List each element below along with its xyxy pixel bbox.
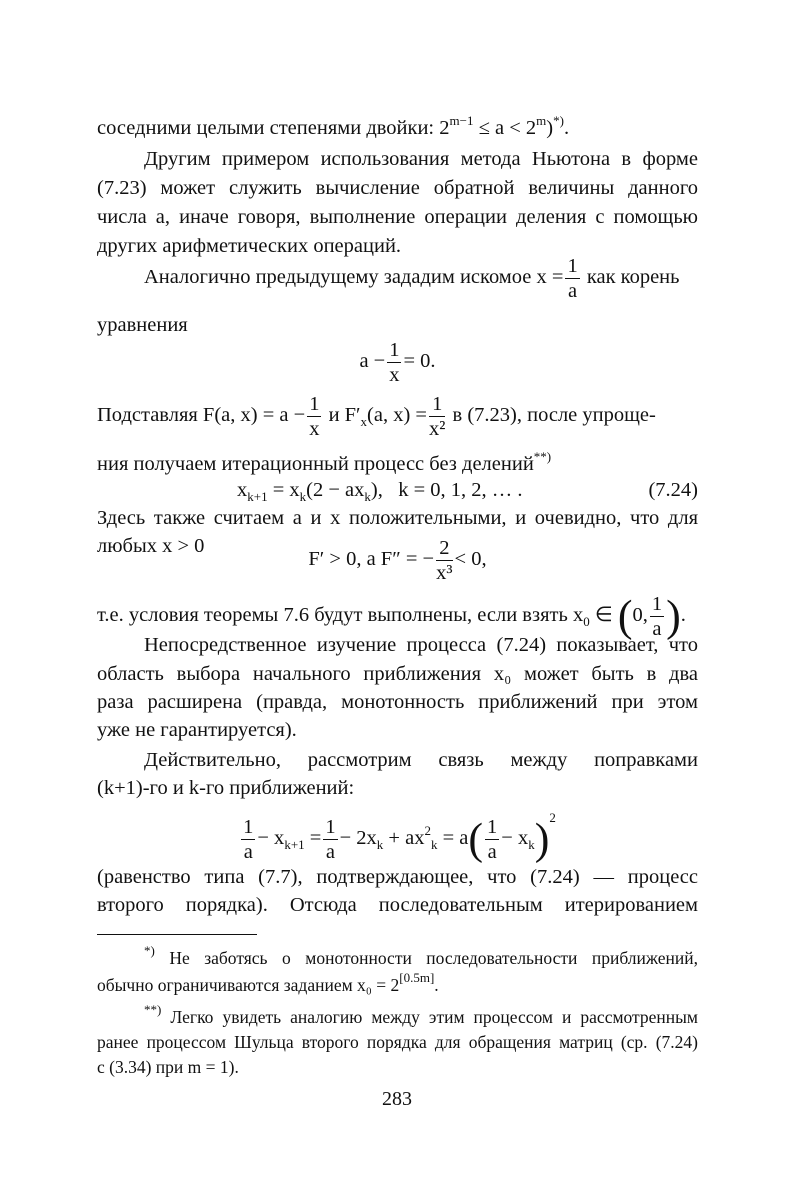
equation: $\frac{1}{a}$ − $x_{k+1}$ = $\frac{1}{a}$ − $2x_k + ax^2_k = a$( $\frac{1}{a}$ − $x_k)^2$ bbox=[243, 810, 556, 864]
footnote-2-cont: с (3.34) при m = 1). bbox=[97, 1057, 239, 1077]
footnote-2-cont: ранее процессом Шульца второго порядка для обращения матриц (ср. (7.24) bbox=[97, 1032, 698, 1052]
text-line: Здесь также считаем a и x положительными, и очевидно, что для bbox=[97, 507, 698, 529]
footnote-1: *) Не заботясь о монотонности последовательности приближений, bbox=[144, 943, 698, 968]
text-line: второго порядка). Отсюда последовательным итерированием bbox=[97, 894, 698, 916]
text-line: (7.23) может служить вычисление обратной величины данного bbox=[97, 177, 698, 199]
equation-number: (7.24) bbox=[648, 479, 698, 501]
text-line: любых x > 0 bbox=[97, 535, 205, 557]
footnote-ref: *) bbox=[553, 113, 564, 128]
text-line: Аналогично предыдущему зададим искомое x = $\frac{1}{a}$ как корень bbox=[144, 255, 680, 302]
footnote-2: **) Легко увидеть аналогию между этим процессом и рассмотренным bbox=[144, 1002, 698, 1027]
text-line: (равенство типа (7.7), подтверждающее, что (7.24) — процесс bbox=[97, 866, 698, 888]
paragraph-start: Действительно, рассмотрим связь между поправками bbox=[144, 749, 698, 771]
text-line: (k+1)-го и k-го приближений: bbox=[97, 777, 355, 799]
text-line: уже не гарантируется). bbox=[97, 719, 297, 741]
page-number: 283 bbox=[382, 1088, 412, 1110]
equation: a − $\frac{1}{x}$ = 0. bbox=[359, 339, 436, 386]
text-line: раза расширена (правда, монотонность приближений при этом bbox=[97, 691, 698, 713]
text-line: т.е. условия теоремы 7.6 будут выполнены, если взять $x_0$ ∈ (0, $\frac{1}{a}$ ). bbox=[97, 591, 686, 641]
paragraph-start: Непосредственное изучение процесса (7.24) показывает, что bbox=[144, 634, 698, 656]
paragraph-start: Другим примером использования метода Ньютона в форме bbox=[144, 148, 698, 170]
text-line: других арифметических операций. bbox=[97, 235, 402, 257]
text-line: уравнения bbox=[97, 314, 188, 336]
footnote-1-cont: обычно ограничиваются заданием x₀ = 2[0.5m]. bbox=[97, 970, 439, 995]
equation-7-24: $x_{k+1} = x_k(2 - ax_k)$, k = 0, 1, 2, … . (7.24) bbox=[237, 479, 698, 504]
text-line: ния получаем итерационный процесс без делений**) bbox=[97, 449, 552, 475]
text-line: Подставляя F(a, x) = a − $\frac{1}{x}$ и $F'_x(a$, x) = $\frac{1}{\text{x²}}$ в (7.23), после упроще- bbox=[97, 393, 656, 440]
text-line: соседними целыми степенями двойки: $2^{m-1} \le a < 2^m)^{*)}$. bbox=[97, 113, 570, 139]
text-line: область выбора начального приближения x₀ может быть в два bbox=[97, 663, 698, 685]
footnote-ref: **) bbox=[533, 449, 552, 464]
text-line: числа a, иначе говоря, выполнение операции деления с помощью bbox=[97, 206, 698, 228]
equation: F′ > 0, а F″ = − $\frac{2}{\text{x³}}$ < 0, bbox=[308, 537, 487, 584]
footnote-divider bbox=[97, 934, 257, 935]
